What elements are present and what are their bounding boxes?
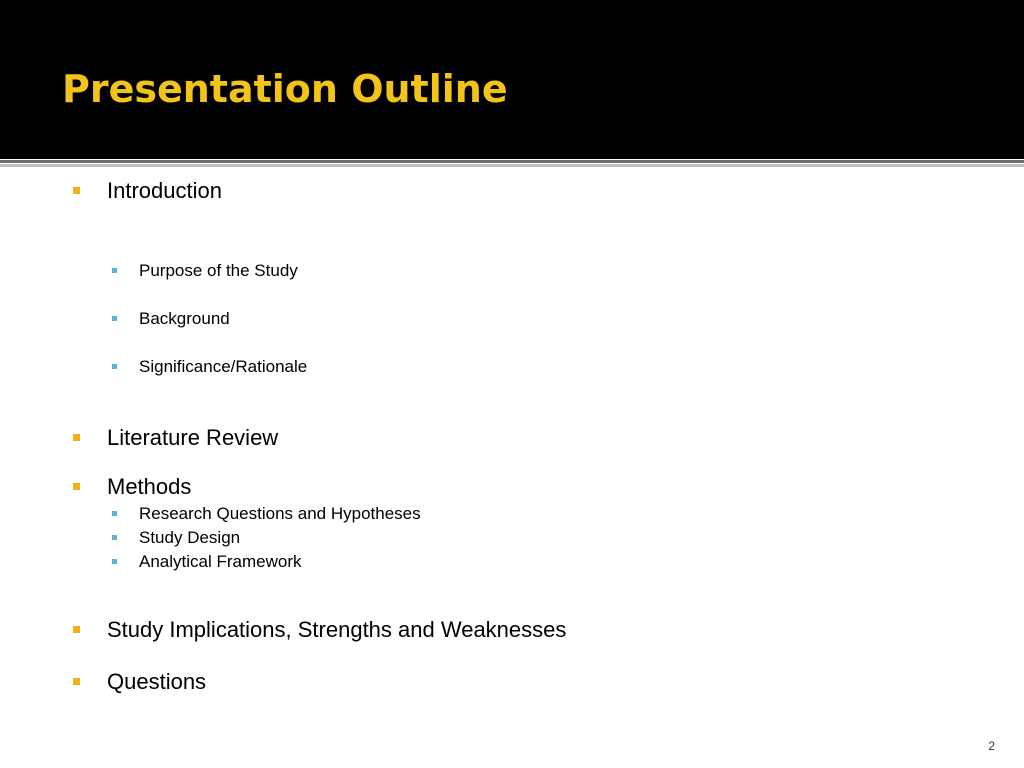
sub-item-label: Significance/Rationale xyxy=(139,357,308,376)
sub-item-label: Background xyxy=(139,309,230,328)
sub-item-label: Research Questions and Hypotheses xyxy=(139,504,421,523)
square-bullet-icon xyxy=(112,535,117,540)
title-divider-dark xyxy=(0,160,1024,163)
square-bullet-icon xyxy=(73,483,80,490)
sub-item-label: Study Design xyxy=(139,528,241,547)
square-bullet-icon xyxy=(112,559,117,564)
sub-item-significance xyxy=(139,356,307,378)
sub-item-label: Analytical Framework xyxy=(139,552,302,571)
outline-item-label: Introduction xyxy=(107,178,222,203)
outline-item-label: Methods xyxy=(107,474,192,499)
outline-item-literature-review xyxy=(107,425,278,451)
square-bullet-icon xyxy=(73,434,80,441)
square-bullet-icon xyxy=(73,626,80,633)
sub-item-purpose xyxy=(139,260,298,282)
sub-item-background xyxy=(139,308,230,330)
outline-item-introduction xyxy=(107,178,222,204)
outline-item-label: Study Implications, Strengths and Weaknesses xyxy=(107,617,567,642)
title-divider-light xyxy=(0,164,1024,167)
sub-item-study-design xyxy=(139,527,240,549)
outline-item-questions xyxy=(107,669,206,695)
slide-title: Presentation Outline xyxy=(62,67,508,111)
square-bullet-icon xyxy=(73,678,80,685)
square-bullet-icon xyxy=(112,364,117,369)
outline-item-methods xyxy=(107,474,191,500)
square-bullet-icon xyxy=(112,511,117,516)
square-bullet-icon xyxy=(112,316,117,321)
sub-item-label: Purpose of the Study xyxy=(139,261,298,280)
title-band xyxy=(0,0,1024,159)
outline-item-label: Literature Review xyxy=(107,425,279,450)
outline-item-label: Questions xyxy=(107,669,207,694)
sub-item-research-questions xyxy=(139,503,421,525)
page-number: 2 xyxy=(988,739,995,753)
square-bullet-icon xyxy=(112,268,117,273)
sub-item-analytical-framework xyxy=(139,551,302,573)
outline-item-implications xyxy=(107,617,566,643)
square-bullet-icon xyxy=(73,187,80,194)
